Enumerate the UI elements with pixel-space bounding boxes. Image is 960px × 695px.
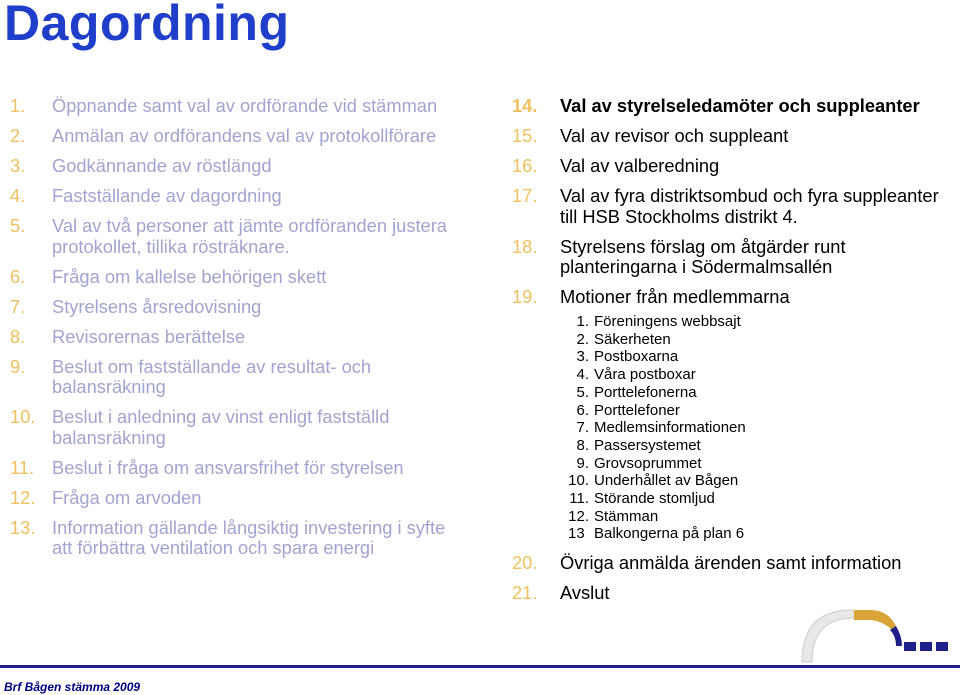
agenda-item xyxy=(512,126,960,147)
item-number: 6. xyxy=(10,265,26,287)
item-number: 20. xyxy=(512,552,538,574)
agenda-right-column xyxy=(512,96,960,613)
motion-text: Balkongerna på plan 6 xyxy=(594,525,745,543)
motion-item xyxy=(568,419,960,437)
motion-number: 9. xyxy=(576,454,589,472)
agenda-item xyxy=(10,126,470,147)
motions-list xyxy=(568,313,960,543)
item-number: 13. xyxy=(10,516,36,538)
motion-item xyxy=(568,455,960,473)
agenda-item xyxy=(10,488,470,509)
agenda-item xyxy=(10,357,470,398)
motion-number: 7. xyxy=(576,419,589,437)
item-text: Information gällande långsiktig investering i syfte att förbättra ventilation och spara energi xyxy=(52,516,446,558)
motion-item xyxy=(568,490,960,508)
motion-text: Postboxarna xyxy=(594,348,679,366)
motion-text: Föreningens webbsajt xyxy=(594,313,741,330)
motion-item xyxy=(568,313,960,331)
agenda-item xyxy=(10,267,470,288)
agenda-item xyxy=(10,518,470,559)
motion-number: 12. xyxy=(568,507,589,525)
agenda-item xyxy=(10,96,470,117)
footer-divider xyxy=(0,665,960,668)
item-text: Val av valberedning xyxy=(560,155,720,176)
item-number: 8. xyxy=(10,325,26,347)
motion-number: 2. xyxy=(576,330,589,348)
agenda-item xyxy=(512,96,960,117)
agenda-item xyxy=(10,216,470,257)
item-text: Motioner från medlemmarna xyxy=(560,286,790,307)
motion-item xyxy=(568,508,960,526)
footer-text: Brf Bågen stämma 2009 xyxy=(4,680,141,694)
agenda-item xyxy=(10,156,470,177)
item-text: Beslut i fråga om ansvarsfrihet för styrelsen xyxy=(52,456,404,478)
agenda-item xyxy=(512,156,960,177)
motion-text: Stämman xyxy=(594,507,659,525)
motion-text: Porttelefonerna xyxy=(594,383,697,401)
item-number: 11. xyxy=(10,456,35,478)
motion-item xyxy=(568,331,960,349)
agenda-item xyxy=(512,287,960,308)
arch-logo-icon xyxy=(800,602,960,666)
agenda-left-column xyxy=(10,96,470,568)
item-text: Övriga anmälda ärenden samt information xyxy=(560,552,902,574)
agenda-item xyxy=(10,186,470,207)
motion-item xyxy=(568,366,960,384)
item-number: 2. xyxy=(10,125,26,146)
item-number: 7. xyxy=(10,295,26,317)
item-text: Beslut om fastställande av resultat- och balansräkning xyxy=(52,355,372,397)
item-number: 3. xyxy=(10,155,26,176)
motion-text: Passersystemet xyxy=(594,436,701,454)
agenda-item xyxy=(512,186,960,227)
motion-number: 4. xyxy=(576,366,589,384)
page-title: Dagordning xyxy=(4,0,290,51)
motion-text: Grovsoprummet xyxy=(594,454,702,472)
agenda-item xyxy=(10,297,470,318)
item-text: Anmälan av ordförandens val av protokollförare xyxy=(52,125,437,146)
item-text: Godkännande av röstlängd xyxy=(52,155,272,176)
agenda-item xyxy=(10,327,470,348)
item-number: 21. xyxy=(512,582,538,604)
item-number: 4. xyxy=(10,185,26,206)
item-text: Fråga om arvoden xyxy=(52,486,202,508)
motion-text: Säkerheten xyxy=(594,330,671,348)
motion-item xyxy=(568,437,960,455)
motion-number: 6. xyxy=(576,401,589,419)
agenda-item xyxy=(512,553,960,574)
item-text: Beslut i anledning av vinst enligt fastställd balansräkning xyxy=(52,406,390,448)
association-logo xyxy=(800,602,960,671)
item-text: Avslut xyxy=(560,582,610,604)
motion-number: 3. xyxy=(576,348,589,366)
item-number: 9. xyxy=(10,355,26,377)
item-text: Val av fyra distriktsombud och fyra suppleanter till HSB Stockholms distrikt 4. xyxy=(560,185,939,227)
item-number: 1. xyxy=(10,95,26,116)
item-number: 12. xyxy=(10,486,36,508)
item-text: Val av revisor och suppleant xyxy=(560,125,789,146)
item-text: Val av två personer att jämte ordföranden justera protokollet, tillika rösträknare. xyxy=(52,215,447,257)
item-text: Fastställande av dagordning xyxy=(52,185,282,206)
item-number: 16. xyxy=(512,155,538,176)
item-number: 14. xyxy=(512,95,538,116)
motion-text: Porttelefoner xyxy=(594,401,680,419)
item-text: Val av styrelseledamöter och suppleanter xyxy=(560,95,920,116)
motion-text: Underhållet av Bågen xyxy=(594,472,739,490)
item-text: Öppnande samt val av ordförande vid stämman xyxy=(52,95,438,116)
motion-item xyxy=(568,348,960,366)
agenda-item xyxy=(10,458,470,479)
motion-number: 1. xyxy=(576,313,589,330)
item-number: 5. xyxy=(10,215,26,236)
motion-item xyxy=(568,384,960,402)
item-number: 15. xyxy=(512,125,538,146)
item-number: 10. xyxy=(10,406,36,427)
motion-number: 11. xyxy=(569,490,589,508)
motion-item xyxy=(568,402,960,420)
item-text: Revisorernas berättelse xyxy=(52,325,246,347)
item-number: 17. xyxy=(512,185,538,206)
motion-number: 13 xyxy=(568,525,585,543)
motion-text: Medlemsinformationen xyxy=(594,419,746,437)
motion-number: 5. xyxy=(576,383,589,401)
agenda-item xyxy=(512,583,960,604)
motion-item xyxy=(568,472,960,490)
agenda-item xyxy=(512,237,960,278)
item-text: Styrelsens förslag om åtgärder runt planteringarna i Södermalmsallén xyxy=(560,235,846,277)
item-text: Fråga om kallelse behörigen skett xyxy=(52,265,327,287)
item-text: Styrelsens årsredovisning xyxy=(52,295,262,317)
item-number: 18. xyxy=(512,235,538,257)
motion-number: 8. xyxy=(576,436,589,454)
motion-text: Våra postboxar xyxy=(594,366,696,384)
motion-text: Störande stomljud xyxy=(594,490,715,508)
item-number: 19. xyxy=(512,286,538,307)
motion-number: 10. xyxy=(568,472,589,490)
agenda-item xyxy=(10,407,470,448)
motion-item xyxy=(568,525,960,543)
